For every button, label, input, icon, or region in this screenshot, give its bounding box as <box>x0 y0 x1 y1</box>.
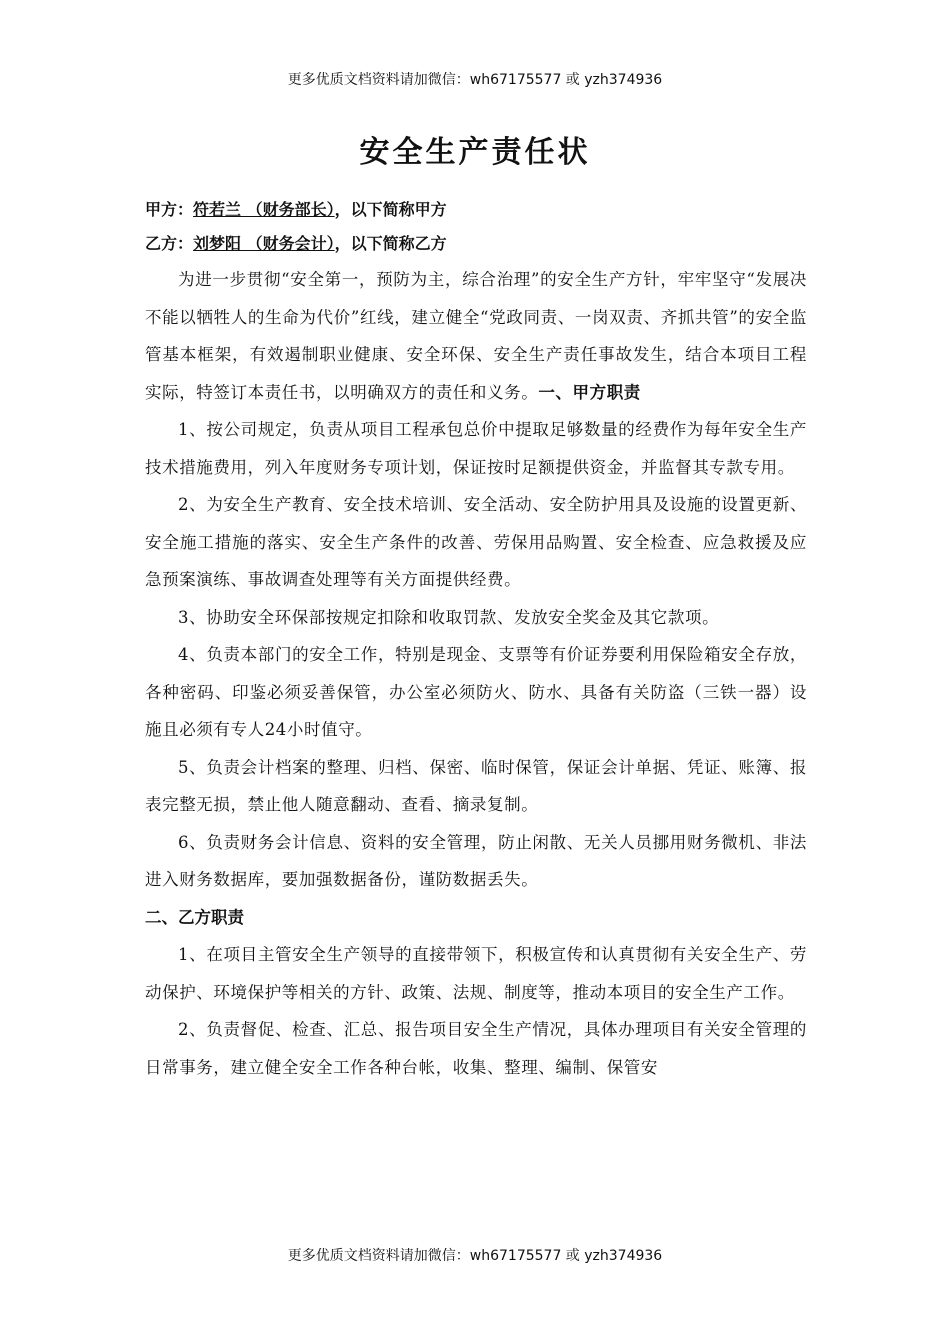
section-a-heading: 一、甲方职责 <box>538 382 641 402</box>
list-item: 1、在项目主管安全生产领导的直接带领下，积极宣传和认真贯彻有关安全生产、劳动保护、环境保护等相关的方针、政策、法规、制度等，推动本项目的安全生产工作。 <box>145 945 807 1002</box>
section-b-heading: 二、乙方职责 <box>145 907 244 927</box>
party-a-line <box>145 193 807 227</box>
list-item: 5、负责会计档案的整理、归档、保密、临时保管，保证会计单据、凭证、账簿、报表完整无损，禁止他人随意翻动、查看、摘录复制。 <box>145 757 807 814</box>
list-item: 6、负责财务会计信息、资料的安全管理，防止闲散、无关人员挪用财务微机、非法进入财务数据库，要加强数据备份，谨防数据丢失。 <box>145 832 807 889</box>
party-a-prefix: 甲方： <box>145 200 194 219</box>
list-item: 4、负责本部门的安全工作，特别是现金、支票等有价证券要利用保险箱安全存放，各种密码、印鉴必须妥善保管，办公室必须防火、防水、具备有关防盗（三铁一器）设施且必须有专人24小时值守。 <box>145 645 807 739</box>
party-b-prefix: 乙方： <box>145 234 194 253</box>
list-item: 3、协助安全环保部按规定扣除和收取罚款、发放安全奖金及其它款项。 <box>178 607 720 627</box>
document-body <box>145 193 807 1086</box>
party-a-name: 符若兰 （财务部长） <box>193 200 335 219</box>
header-contact-note: 更多优质文档资料请加微信：wh67175577 或 yzh374936 <box>287 72 663 88</box>
document-title: 安全生产责任状 <box>359 135 591 170</box>
party-b-line <box>145 227 807 261</box>
intro-paragraph <box>145 261 807 411</box>
party-b-name: 刘梦阳 （财务会计） <box>193 234 335 253</box>
list-item: 2、负责督促、检查、汇总、报告项目安全生产情况，具体办理项目有关安全管理的日常事务，建立健全安全工作各种台帐，收集、整理、编制、保管安 <box>145 1020 807 1077</box>
footer-contact-note: 更多优质文档资料请加微信：wh67175577 或 yzh374936 <box>287 1248 663 1264</box>
party-b-suffix: ，以下简称乙方 <box>334 234 447 253</box>
list-item: 2、为安全生产教育、安全技术培训、安全活动、安全防护用具及设施的设置更新、安全施工措施的落实、安全生产条件的改善、劳保用品购置、安全检查、应急救援及应急预案演练、事故调查处理等有关方面提供经费。 <box>145 495 807 589</box>
list-item: 1、按公司规定，负责从项目工程承包总价中提取足够数量的经费作为每年安全生产技术措施费用，列入年度财务专项计划，保证按时足额提供资金，并监督其专款专用。 <box>145 420 807 477</box>
intro-text: 为进一步贯彻“安全第一，预防为主，综合治理”的安全生产方针，牢牢坚守“发展决不能以牺牲人的生命为代价”红线，建立健全“党政同责、一岗双责、齐抓共管”的安全监管基本框架，有效遏制职业健康、安全环保、安全生产责任事故发生，结合本项目工程实际，特签订本责任书，以明确双方的责任和义务。 <box>145 270 807 402</box>
party-a-suffix: ，以下简称甲方 <box>334 200 447 219</box>
